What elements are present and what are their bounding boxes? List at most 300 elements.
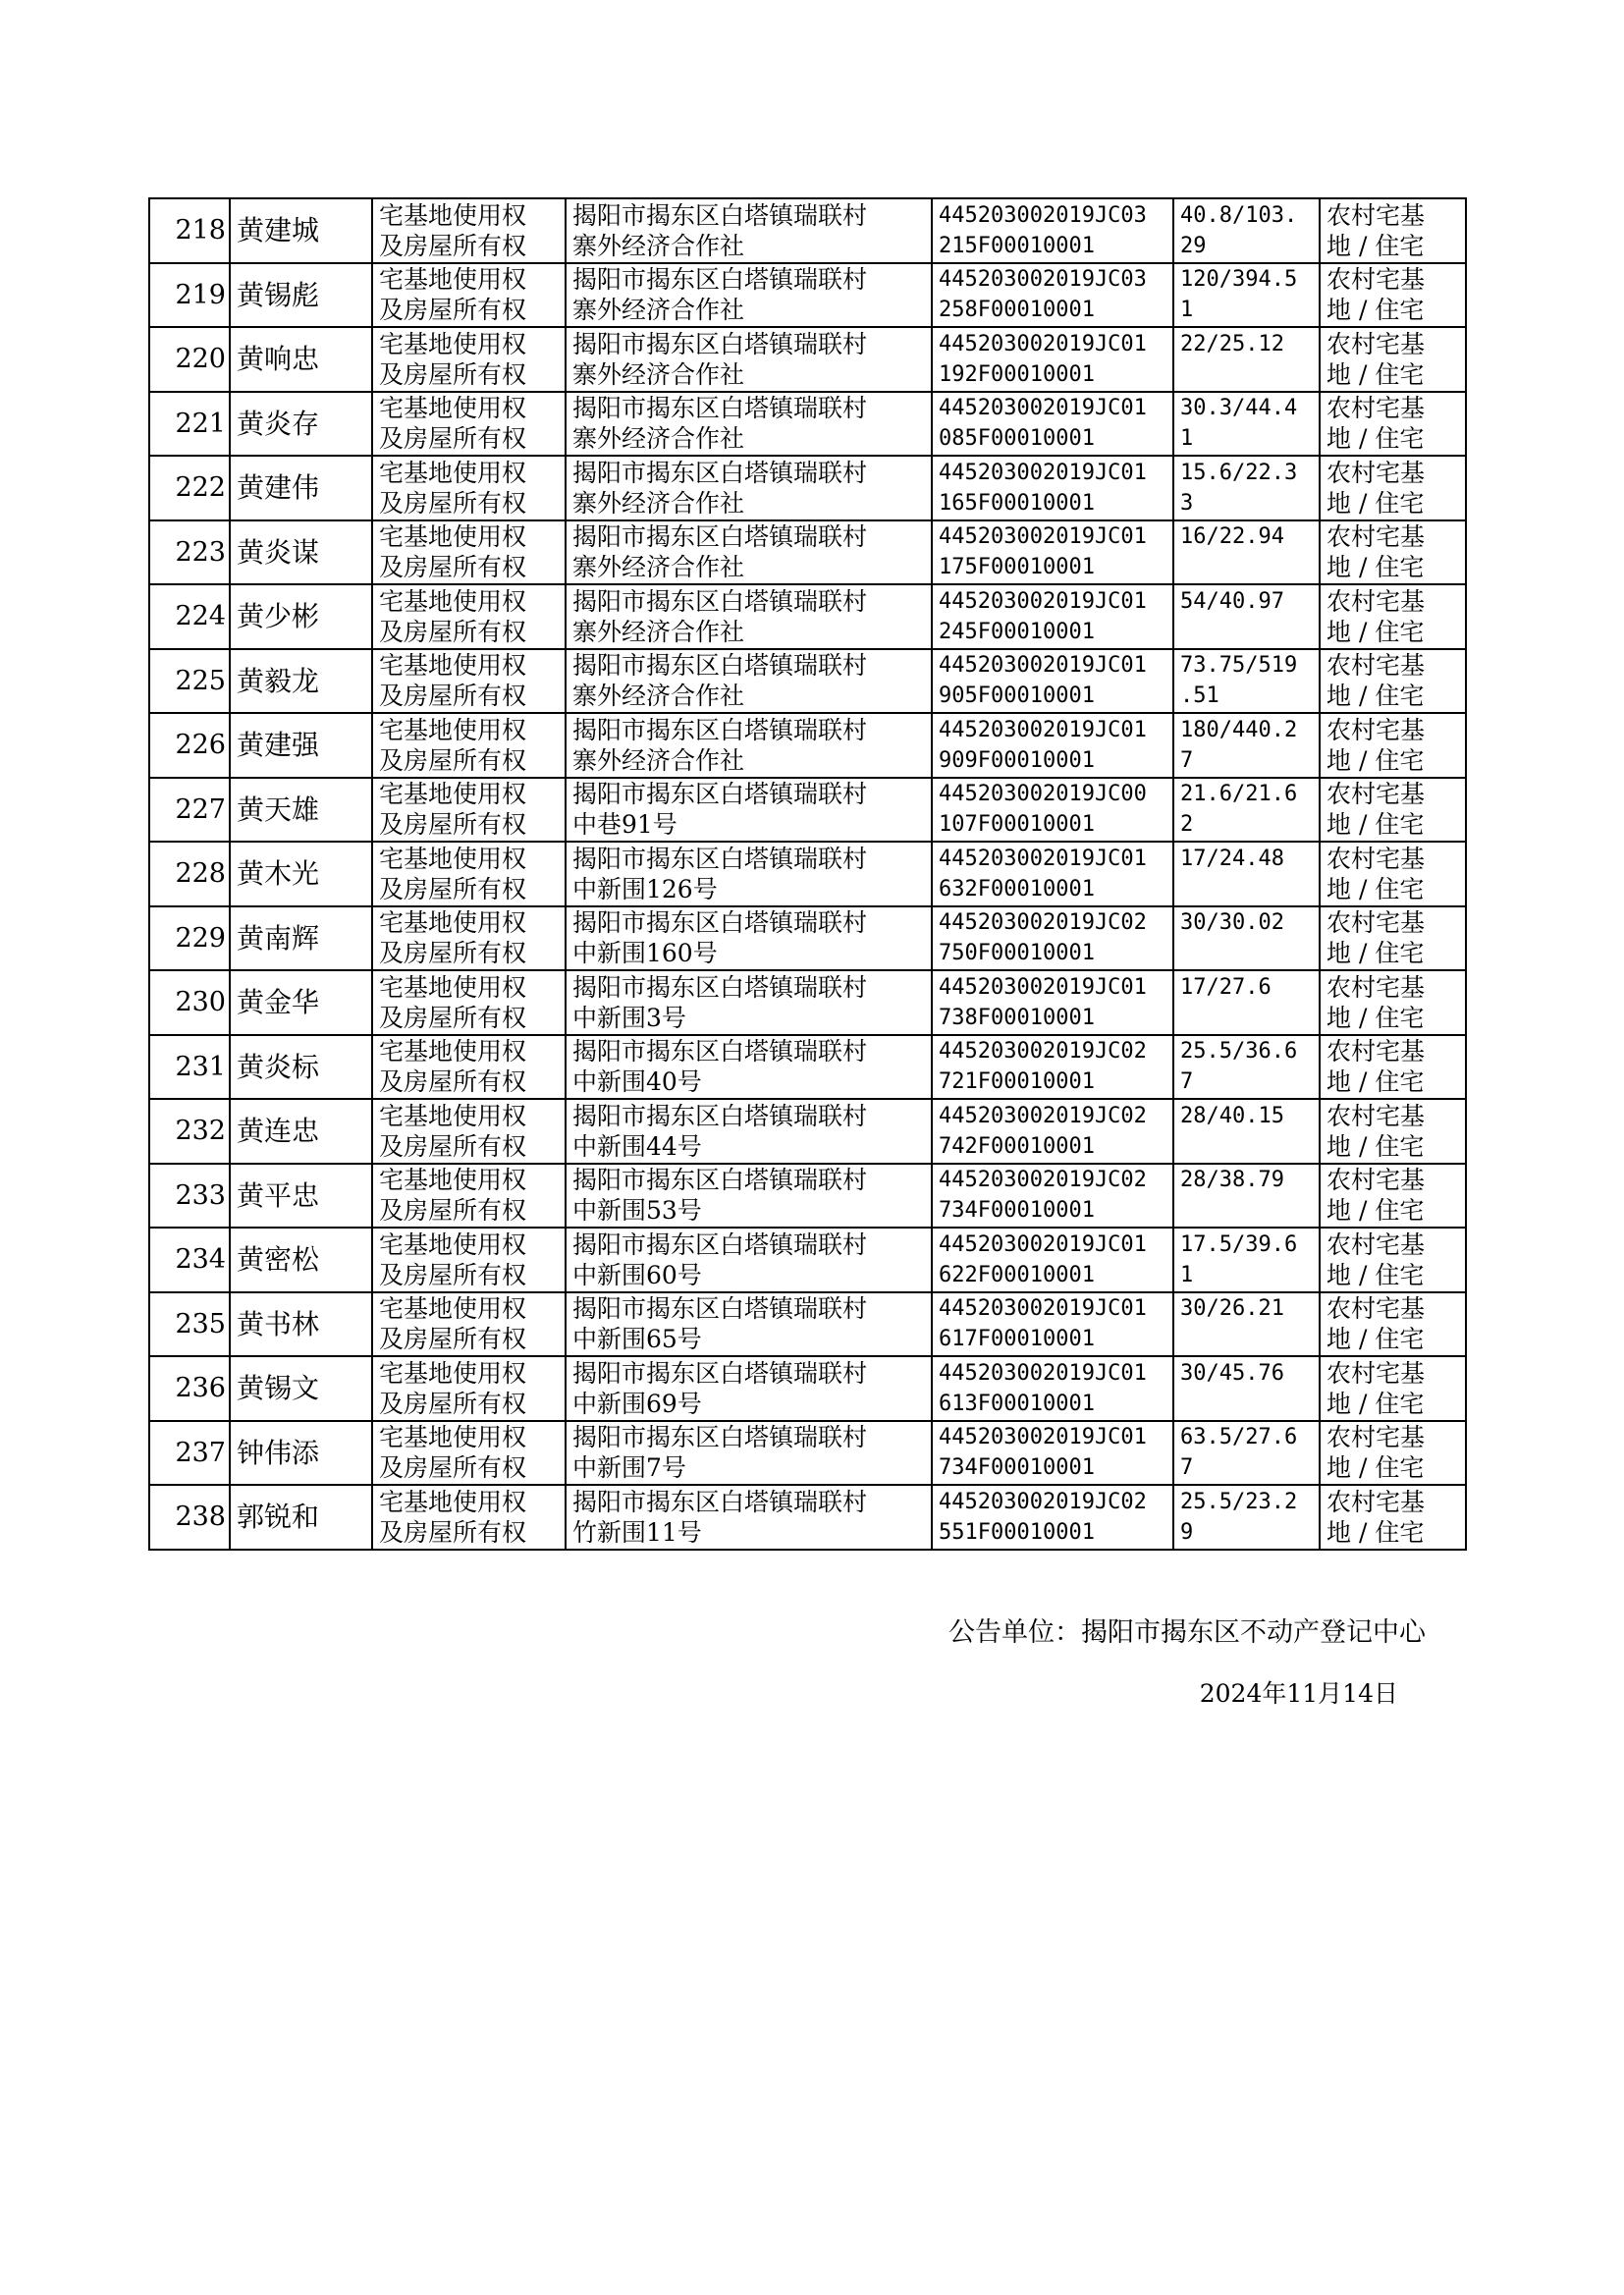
row-number-cell (149, 584, 230, 649)
unit-number-cell-line: 445203002019JC03 (939, 202, 1147, 228)
holder-name-cell (230, 778, 372, 843)
use-cell (1320, 584, 1466, 649)
area-cell-line: 1 (1180, 1262, 1194, 1287)
area-cell-line: 28/40.15 (1180, 1103, 1284, 1128)
use-cell-line: 农村宅基 (1326, 329, 1426, 358)
use-cell-line: 农村宅基 (1326, 394, 1426, 423)
use-cell-line: 农村宅基 (1326, 908, 1426, 938)
holder-name-cell-text: 黄天雄 (237, 792, 320, 826)
right-type-cell (372, 906, 566, 971)
table-row (149, 713, 1466, 778)
location-cell (566, 649, 932, 714)
area-cell (1173, 778, 1320, 843)
location-cell-line: 揭阳市揭东区白塔镇瑞联村 (572, 1358, 868, 1388)
area-cell-line: 3 (1180, 490, 1194, 516)
use-cell (1320, 906, 1466, 971)
area-cell-line (1180, 1131, 1319, 1162)
area-cell-line (1180, 552, 1319, 582)
table-row (149, 584, 1466, 649)
location-cell (566, 392, 932, 457)
location-cell-line: 揭阳市揭东区白塔镇瑞联村 (572, 844, 868, 873)
row-number-cell-text: 225 (175, 665, 226, 696)
area-cell-line (1180, 359, 1319, 390)
unit-number-cell-line: 445203002019JC01 (939, 1296, 1147, 1322)
right-type-cell-line: 宅基地使用权 (379, 265, 527, 295)
holder-name-cell-text: 黄毅龙 (237, 664, 320, 697)
records-table (148, 197, 1467, 1551)
use-cell-line: 农村宅基 (1326, 780, 1426, 809)
area-cell-line: 30/30.02 (1180, 910, 1284, 936)
right-type-cell (372, 1164, 566, 1229)
area-cell-line: 17/24.48 (1180, 846, 1284, 871)
row-number-cell (149, 1356, 230, 1421)
right-type-cell-line: 宅基地使用权 (379, 1358, 527, 1388)
area-cell (1173, 1228, 1320, 1292)
holder-name-cell-text: 郭锐和 (237, 1501, 320, 1534)
use-cell-line: 地 / 住宅 (1326, 231, 1425, 260)
holder-name-cell-text: 黄建伟 (237, 471, 320, 505)
unit-number-cell-line: 445203002019JC02 (939, 1489, 1147, 1514)
use-cell (1320, 1356, 1466, 1421)
unit-number-cell (932, 1292, 1173, 1357)
holder-name-cell (230, 842, 372, 906)
unit-number-cell (932, 584, 1173, 649)
right-type-cell-line: 及房屋所有权 (379, 1260, 527, 1289)
announcement-unit: 公告单位：揭阳市揭东区不动产登记中心 (948, 1617, 1426, 1648)
use-cell (1320, 456, 1466, 520)
location-cell (566, 1164, 932, 1229)
area-cell-line: 2 (1180, 812, 1194, 838)
right-type-cell (372, 778, 566, 843)
use-cell-line: 农村宅基 (1326, 651, 1426, 681)
area-cell-line: 73.75/519 (1180, 653, 1298, 679)
unit-number-cell (932, 649, 1173, 714)
location-cell-line: 中新围126号 (572, 874, 718, 903)
unit-number-cell (932, 906, 1173, 971)
unit-number-cell (932, 392, 1173, 457)
right-type-cell (372, 263, 566, 328)
unit-number-cell-line: 085F00010001 (939, 426, 1095, 452)
area-cell-line (1180, 1324, 1319, 1354)
unit-number-cell (932, 1356, 1173, 1421)
use-cell-line: 农村宅基 (1326, 1358, 1426, 1388)
use-cell (1320, 1099, 1466, 1164)
holder-name-cell (230, 649, 372, 714)
area-cell-line: 7 (1180, 1069, 1194, 1095)
area-cell (1173, 970, 1320, 1035)
table-row (149, 778, 1466, 843)
area-cell (1173, 1292, 1320, 1357)
unit-number-cell-line: 909F00010001 (939, 747, 1095, 773)
use-cell-line: 地 / 住宅 (1326, 1196, 1425, 1226)
row-number-cell (149, 1035, 230, 1100)
area-cell (1173, 1485, 1320, 1550)
holder-name-cell (230, 1099, 372, 1164)
unit-number-cell (932, 1485, 1173, 1550)
holder-name-cell-text: 黄平忠 (237, 1178, 320, 1212)
use-cell-line: 地 / 住宅 (1326, 1389, 1425, 1418)
unit-number-cell-line: 258F00010001 (939, 298, 1095, 323)
location-cell (566, 1292, 932, 1357)
use-cell (1320, 1292, 1466, 1357)
holder-name-cell (230, 1356, 372, 1421)
table-row (149, 970, 1466, 1035)
location-cell-line: 竹新围11号 (572, 1517, 702, 1547)
area-cell (1173, 906, 1320, 971)
unit-number-cell-line: 445203002019JC02 (939, 910, 1147, 936)
right-type-cell (372, 1035, 566, 1100)
use-cell (1320, 520, 1466, 585)
location-cell (566, 584, 932, 649)
right-type-cell-line: 宅基地使用权 (379, 651, 527, 681)
row-number-cell (149, 842, 230, 906)
use-cell-line: 地 / 住宅 (1326, 1453, 1425, 1483)
location-cell-line: 揭阳市揭东区白塔镇瑞联村 (572, 651, 868, 681)
use-cell-line: 农村宅基 (1326, 586, 1426, 616)
right-type-cell (372, 392, 566, 457)
row-number-cell (149, 327, 230, 392)
use-cell (1320, 198, 1466, 263)
location-cell-line: 中巷91号 (572, 810, 677, 840)
area-cell (1173, 584, 1320, 649)
unit-number-cell-line: 750F00010001 (939, 941, 1095, 966)
location-cell-line: 寨外经济合作社 (572, 296, 745, 325)
location-cell-line: 揭阳市揭东区白塔镇瑞联村 (572, 1037, 868, 1066)
unit-number-cell-line: 445203002019JC01 (939, 1231, 1147, 1257)
unit-number-cell (932, 1099, 1173, 1164)
row-number-cell-text: 219 (175, 279, 226, 310)
location-cell (566, 1356, 932, 1421)
unit-number-cell-line: 445203002019JC02 (939, 1103, 1147, 1128)
location-cell-line: 揭阳市揭东区白塔镇瑞联村 (572, 1487, 868, 1516)
row-number-cell-text: 224 (175, 601, 226, 632)
right-type-cell (372, 1356, 566, 1421)
area-cell-line: 29 (1180, 233, 1207, 258)
location-cell-line: 揭阳市揭东区白塔镇瑞联村 (572, 329, 868, 358)
use-cell-line: 农村宅基 (1326, 1166, 1426, 1195)
unit-number-cell (932, 778, 1173, 843)
use-cell-line: 农村宅基 (1326, 715, 1426, 744)
row-number-cell (149, 1292, 230, 1357)
row-number-cell-text: 221 (175, 408, 226, 439)
unit-number-cell-line: 445203002019JC01 (939, 1425, 1147, 1450)
location-cell (566, 970, 932, 1035)
right-type-cell-line: 宅基地使用权 (379, 394, 527, 423)
location-cell-line: 寨外经济合作社 (572, 745, 745, 775)
area-cell-line: 9 (1180, 1519, 1194, 1545)
location-cell-line: 揭阳市揭东区白塔镇瑞联村 (572, 1423, 868, 1452)
use-cell-line: 地 / 住宅 (1326, 553, 1425, 582)
location-cell (566, 1421, 932, 1486)
row-number-cell (149, 1485, 230, 1550)
location-cell-line: 中新围44号 (572, 1131, 702, 1161)
unit-number-cell-line: 617F00010001 (939, 1327, 1095, 1352)
right-type-cell-line: 及房屋所有权 (379, 553, 527, 582)
use-cell-line: 地 / 住宅 (1326, 745, 1425, 775)
holder-name-cell-text: 黄炎标 (237, 1050, 320, 1083)
holder-name-cell-text: 黄南辉 (237, 921, 320, 955)
area-cell-line: 7 (1180, 747, 1194, 773)
right-type-cell-line: 及房屋所有权 (379, 1067, 527, 1097)
right-type-cell-line: 及房屋所有权 (379, 1196, 527, 1226)
use-cell-line: 农村宅基 (1326, 1101, 1426, 1130)
unit-number-cell-line: 245F00010001 (939, 619, 1095, 644)
unit-number-cell (932, 1228, 1173, 1292)
location-cell (566, 778, 932, 843)
unit-number-cell-line: 445203002019JC02 (939, 1039, 1147, 1065)
use-cell (1320, 1421, 1466, 1486)
row-number-cell-text: 223 (175, 536, 226, 568)
unit-number-cell-line: 165F00010001 (939, 490, 1095, 516)
right-type-cell-line: 宅基地使用权 (379, 972, 527, 1002)
right-type-cell-line: 宅基地使用权 (379, 1101, 527, 1130)
location-cell-line: 中新围160号 (572, 939, 718, 968)
holder-name-cell-text: 黄金华 (237, 986, 320, 1019)
location-cell-line: 中新围53号 (572, 1196, 702, 1226)
unit-number-cell-line: 445203002019JC01 (939, 717, 1147, 742)
table-row (149, 1292, 1466, 1357)
location-cell (566, 520, 932, 585)
right-type-cell-line: 及房屋所有权 (379, 1325, 527, 1354)
use-cell-line: 农村宅基 (1326, 200, 1426, 230)
holder-name-cell-text: 黄密松 (237, 1243, 320, 1277)
row-number-cell-text: 236 (175, 1373, 226, 1404)
area-cell-line (1180, 1195, 1319, 1226)
area-cell (1173, 198, 1320, 263)
use-cell-line: 地 / 住宅 (1326, 810, 1425, 840)
holder-name-cell-text: 黄木光 (237, 857, 320, 891)
row-number-cell-text: 230 (175, 987, 226, 1018)
row-number-cell-text: 229 (175, 922, 226, 954)
area-cell-line: 180/440.2 (1180, 717, 1298, 742)
holder-name-cell (230, 1421, 372, 1486)
use-cell-line: 地 / 住宅 (1326, 682, 1425, 711)
right-type-cell-line: 宅基地使用权 (379, 458, 527, 487)
use-cell-line: 农村宅基 (1326, 844, 1426, 873)
right-type-cell (372, 1228, 566, 1292)
row-number-cell-text: 228 (175, 858, 226, 890)
table-row (149, 906, 1466, 971)
holder-name-cell-text: 黄少彬 (237, 600, 320, 633)
use-cell-line: 农村宅基 (1326, 1037, 1426, 1066)
table-row (149, 1421, 1466, 1486)
use-cell-line: 地 / 住宅 (1326, 939, 1425, 968)
location-cell (566, 1485, 932, 1550)
use-cell-line: 农村宅基 (1326, 972, 1426, 1002)
holder-name-cell (230, 1164, 372, 1229)
use-cell-line: 地 / 住宅 (1326, 1260, 1425, 1289)
row-number-cell-text: 233 (175, 1179, 226, 1211)
area-cell-line: 54/40.97 (1180, 588, 1284, 614)
right-type-cell (372, 649, 566, 714)
area-cell-line: 22/25.12 (1180, 331, 1284, 356)
right-type-cell (372, 713, 566, 778)
location-cell-line: 揭阳市揭东区白塔镇瑞联村 (572, 780, 868, 809)
holder-name-cell-text: 黄连忠 (237, 1115, 320, 1148)
unit-number-cell-line: 551F00010001 (939, 1519, 1095, 1545)
use-cell-line: 农村宅基 (1326, 265, 1426, 295)
holder-name-cell-text: 钟伟添 (237, 1436, 320, 1469)
unit-number-cell-line: 445203002019JC01 (939, 846, 1147, 871)
right-type-cell-line: 宅基地使用权 (379, 586, 527, 616)
unit-number-cell-line: 445203002019JC01 (939, 524, 1147, 550)
location-cell-line: 中新围40号 (572, 1067, 702, 1097)
holder-name-cell-text: 黄建强 (237, 729, 320, 762)
location-cell-line: 寨外经济合作社 (572, 553, 745, 582)
area-cell-line (1180, 1389, 1319, 1419)
area-cell (1173, 1421, 1320, 1486)
right-type-cell-line: 宅基地使用权 (379, 1229, 527, 1259)
unit-number-cell (932, 1164, 1173, 1229)
holder-name-cell (230, 392, 372, 457)
location-cell (566, 713, 932, 778)
row-number-cell-text: 232 (175, 1116, 226, 1147)
area-cell (1173, 1099, 1320, 1164)
area-cell-line: 40.8/103. (1180, 202, 1298, 228)
table-row (149, 1099, 1466, 1164)
holder-name-cell-text: 黄炎存 (237, 407, 320, 440)
unit-number-cell-line: 721F00010001 (939, 1069, 1095, 1095)
area-cell (1173, 713, 1320, 778)
location-cell (566, 1099, 932, 1164)
unit-number-cell-line: 622F00010001 (939, 1262, 1095, 1287)
area-cell-line: 25.5/36.6 (1180, 1039, 1298, 1065)
holder-name-cell-text: 黄建城 (237, 214, 320, 247)
table-row (149, 1228, 1466, 1292)
use-cell (1320, 263, 1466, 328)
row-number-cell-text: 238 (175, 1502, 226, 1533)
holder-name-cell-text: 黄锡文 (237, 1372, 320, 1405)
unit-number-cell-line: 445203002019JC00 (939, 782, 1147, 807)
row-number-cell-text: 222 (175, 472, 226, 504)
location-cell-line: 揭阳市揭东区白塔镇瑞联村 (572, 972, 868, 1002)
right-type-cell-line: 及房屋所有权 (379, 1389, 527, 1418)
right-type-cell-line: 宅基地使用权 (379, 1166, 527, 1195)
row-number-cell-text: 235 (175, 1308, 226, 1339)
holder-name-cell (230, 1228, 372, 1292)
row-number-cell (149, 970, 230, 1035)
holder-name-cell (230, 327, 372, 392)
use-cell-line: 农村宅基 (1326, 458, 1426, 487)
row-number-cell (149, 263, 230, 328)
use-cell-line: 地 / 住宅 (1326, 874, 1425, 903)
records-body (149, 198, 1466, 1550)
right-type-cell (372, 1485, 566, 1550)
holder-name-cell (230, 1035, 372, 1100)
use-cell (1320, 327, 1466, 392)
unit-number-cell-line: 445203002019JC01 (939, 974, 1147, 1000)
area-cell (1173, 263, 1320, 328)
area-cell-line: 21.6/21.6 (1180, 782, 1298, 807)
area-cell (1173, 392, 1320, 457)
holder-name-cell (230, 263, 372, 328)
right-type-cell-line: 宅基地使用权 (379, 908, 527, 938)
unit-number-cell-line: 734F00010001 (939, 1198, 1095, 1224)
unit-number-cell-line: 445203002019JC01 (939, 1360, 1147, 1386)
use-cell (1320, 842, 1466, 906)
location-cell (566, 456, 932, 520)
unit-number-cell-line: 738F00010001 (939, 1005, 1095, 1030)
location-cell-line: 寨外经济合作社 (572, 617, 745, 646)
location-cell (566, 198, 932, 263)
area-cell-line (1180, 617, 1319, 647)
use-cell-line: 地 / 住宅 (1326, 488, 1425, 518)
right-type-cell (372, 1292, 566, 1357)
right-type-cell-line: 及房屋所有权 (379, 296, 527, 325)
right-type-cell (372, 520, 566, 585)
unit-number-cell-line: 445203002019JC02 (939, 1168, 1147, 1193)
unit-number-cell (932, 1421, 1173, 1486)
use-cell-line: 农村宅基 (1326, 1487, 1426, 1516)
right-type-cell-line: 及房屋所有权 (379, 424, 527, 454)
unit-number-cell (932, 456, 1173, 520)
holder-name-cell (230, 713, 372, 778)
holder-name-cell-text: 黄炎谋 (237, 535, 320, 569)
right-type-cell-line: 宅基地使用权 (379, 1487, 527, 1516)
location-cell-line: 中新围7号 (572, 1453, 686, 1483)
area-cell-line: 1 (1180, 298, 1194, 323)
location-cell-line: 揭阳市揭东区白塔镇瑞联村 (572, 1101, 868, 1130)
use-cell-line: 地 / 住宅 (1326, 424, 1425, 454)
use-cell-line: 农村宅基 (1326, 1423, 1426, 1452)
right-type-cell-line: 及房屋所有权 (379, 745, 527, 775)
area-cell-line: 17.5/39.6 (1180, 1231, 1298, 1257)
area-cell-line: 25.5/23.2 (1180, 1489, 1298, 1514)
row-number-cell (149, 520, 230, 585)
unit-number-cell-line: 445203002019JC01 (939, 653, 1147, 679)
location-cell (566, 263, 932, 328)
use-cell (1320, 649, 1466, 714)
area-cell-line: 30/26.21 (1180, 1296, 1284, 1322)
area-cell (1173, 842, 1320, 906)
row-number-cell (149, 198, 230, 263)
right-type-cell (372, 327, 566, 392)
right-type-cell-line: 及房屋所有权 (379, 359, 527, 389)
use-cell-line: 地 / 住宅 (1326, 1067, 1425, 1097)
right-type-cell-line: 及房屋所有权 (379, 1517, 527, 1547)
area-cell-line: 1 (1180, 426, 1194, 452)
right-type-cell-line: 宅基地使用权 (379, 522, 527, 552)
table-row (149, 520, 1466, 585)
location-cell-line: 揭阳市揭东区白塔镇瑞联村 (572, 458, 868, 487)
holder-name-cell (230, 456, 372, 520)
location-cell-line: 揭阳市揭东区白塔镇瑞联村 (572, 200, 868, 230)
area-cell-line: 30/45.76 (1180, 1360, 1284, 1386)
use-cell-line: 农村宅基 (1326, 1294, 1426, 1324)
row-number-cell (149, 778, 230, 843)
unit-number-cell-line: 445203002019JC01 (939, 396, 1147, 421)
location-cell-line: 寨外经济合作社 (572, 231, 745, 260)
unit-number-cell-line: 175F00010001 (939, 555, 1095, 580)
use-cell-line: 地 / 住宅 (1326, 359, 1425, 389)
holder-name-cell (230, 584, 372, 649)
use-cell-line: 地 / 住宅 (1326, 1325, 1425, 1354)
area-cell-line (1180, 874, 1319, 904)
area-cell (1173, 456, 1320, 520)
table-row (149, 649, 1466, 714)
use-cell (1320, 1485, 1466, 1550)
holder-name-cell-text: 黄书林 (237, 1307, 320, 1340)
location-cell (566, 1228, 932, 1292)
location-cell-line: 寨外经济合作社 (572, 424, 745, 454)
right-type-cell-line: 及房屋所有权 (379, 231, 527, 260)
right-type-cell-line: 宅基地使用权 (379, 780, 527, 809)
location-cell (566, 1035, 932, 1100)
right-type-cell (372, 842, 566, 906)
area-cell-line: 28/38.79 (1180, 1168, 1284, 1193)
right-type-cell-line: 宅基地使用权 (379, 200, 527, 230)
area-cell (1173, 649, 1320, 714)
